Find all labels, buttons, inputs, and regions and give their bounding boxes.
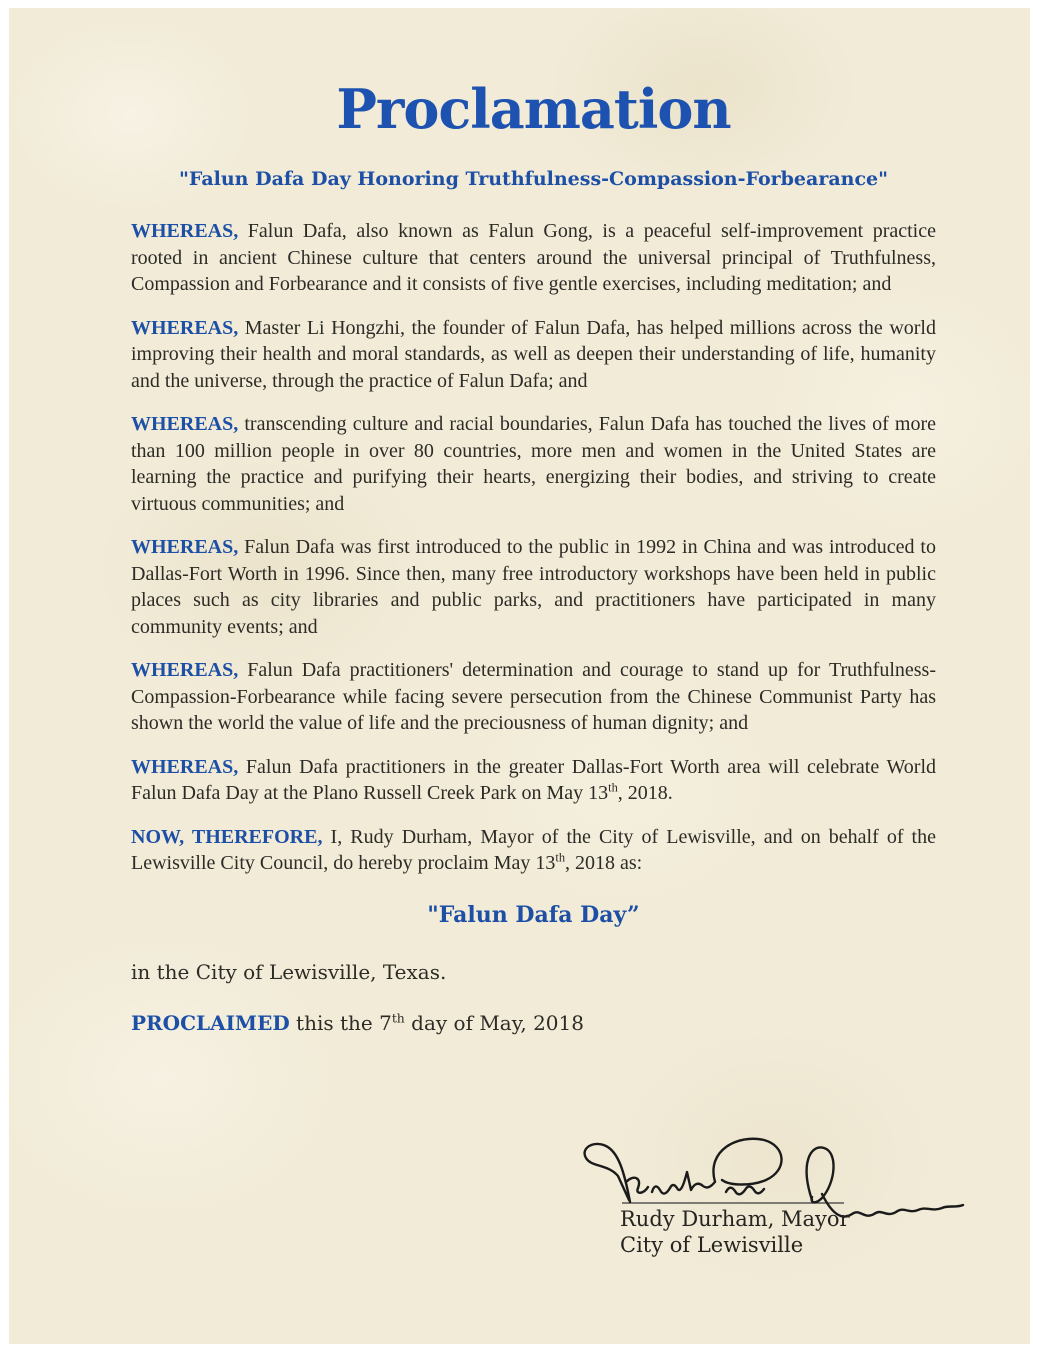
signature-block bbox=[560, 1130, 970, 1290]
now-therefore-lead: NOW, THEREFORE, bbox=[131, 825, 323, 848]
location-line: in the City of Lewisville, Texas. bbox=[131, 959, 447, 984]
paragraph-body: I, Rudy Durham, Mayor of the City of Lewisville, and on behalf of the Lewisville City Council, do hereby proclaim May 13 bbox=[131, 825, 936, 874]
page-title: Proclamation bbox=[336, 77, 731, 141]
paragraph-body: Master Li Hongzhi, the founder of Falun Dafa, has helped millions across the world improving their health and moral standards, as well as deepen their understanding of life, humanity and the universe, through the practice of Falun Dafa; and bbox=[131, 316, 936, 392]
whereas-lead: WHEREAS, bbox=[131, 536, 239, 558]
signer-name: Rudy Durham, Mayor bbox=[620, 1207, 850, 1231]
whereas-lead: WHEREAS, bbox=[131, 316, 239, 339]
proclamation-document bbox=[131, 0, 936, 1036]
now-therefore-paragraph bbox=[131, 824, 936, 877]
whereas-paragraph-3 bbox=[131, 411, 936, 517]
ordinal-superscript: th bbox=[391, 1009, 405, 1025]
paragraph-body: Falun Dafa practitioners in the greater Dallas-Fort Worth area will celebrate World Falun Dafa Day at the Plano Russell Creek Park on May 13 bbox=[131, 755, 936, 804]
document-subtitle: "Falun Dafa Day Honoring Truthfulness-Compassion-Forbearance" bbox=[178, 168, 889, 190]
paragraph-body: Falun Dafa practitioners' determination and courage to stand up for Truthfulness-Compassion-Forbearance while facing severe persecution from the Chinese Communist Party has shown the world the value of life and the preciousness of human dignity; and bbox=[131, 659, 936, 734]
whereas-paragraph-4 bbox=[131, 534, 936, 640]
paragraph-body-after: , 2018 as: bbox=[565, 852, 643, 874]
whereas-lead: WHEREAS, bbox=[131, 755, 239, 778]
proclaimed-body: this the 7 bbox=[289, 1010, 392, 1035]
paragraph-body: Falun Dafa was first introduced to the public in 1992 in China and was introduced to Dallas-Fort Worth in 1996. Since then, many free introductory workshops have been held in public places such as city libraries and public parks, and practitioners have participated in many community events; and bbox=[131, 536, 936, 638]
paragraph-body: transcending culture and racial boundaries, Falun Dafa has touched the lives of more than 100 million people in over 80 countries, more men and women in the United States are learning the practice and purifying their hearts, energizing their bodies, and striving to create virtuous communities; and bbox=[131, 413, 936, 515]
whereas-lead: WHEREAS, bbox=[131, 659, 239, 681]
proclaimed-line bbox=[131, 1010, 936, 1036]
whereas-lead: WHEREAS, bbox=[131, 220, 239, 242]
ordinal-superscript: th bbox=[608, 780, 618, 795]
signer-organization: City of Lewisville bbox=[620, 1233, 804, 1257]
proclaimed-lead: PROCLAIMED bbox=[131, 1010, 290, 1035]
ordinal-superscript: th bbox=[555, 850, 566, 865]
proclamation-name: "Falun Dafa Day” bbox=[427, 901, 640, 928]
whereas-paragraph-1 bbox=[131, 218, 936, 298]
whereas-paragraph-2 bbox=[131, 315, 936, 395]
signature-strokes bbox=[585, 1139, 963, 1217]
whereas-paragraph-5 bbox=[131, 657, 936, 737]
paragraph-body-after: , 2018. bbox=[617, 782, 673, 804]
paragraph-body: Falun Dafa, also known as Falun Gong, is a peaceful self-improvement practice rooted in ancient Chinese culture that centers around the universal principal of Truthfulness, Compassion and Forbearance and it consists of five gentle exercises, including meditation; and bbox=[131, 220, 936, 295]
proclaimed-body-after: day of May, 2018 bbox=[404, 1010, 584, 1035]
whereas-lead: WHEREAS, bbox=[131, 413, 239, 435]
whereas-paragraph-6 bbox=[131, 754, 936, 807]
